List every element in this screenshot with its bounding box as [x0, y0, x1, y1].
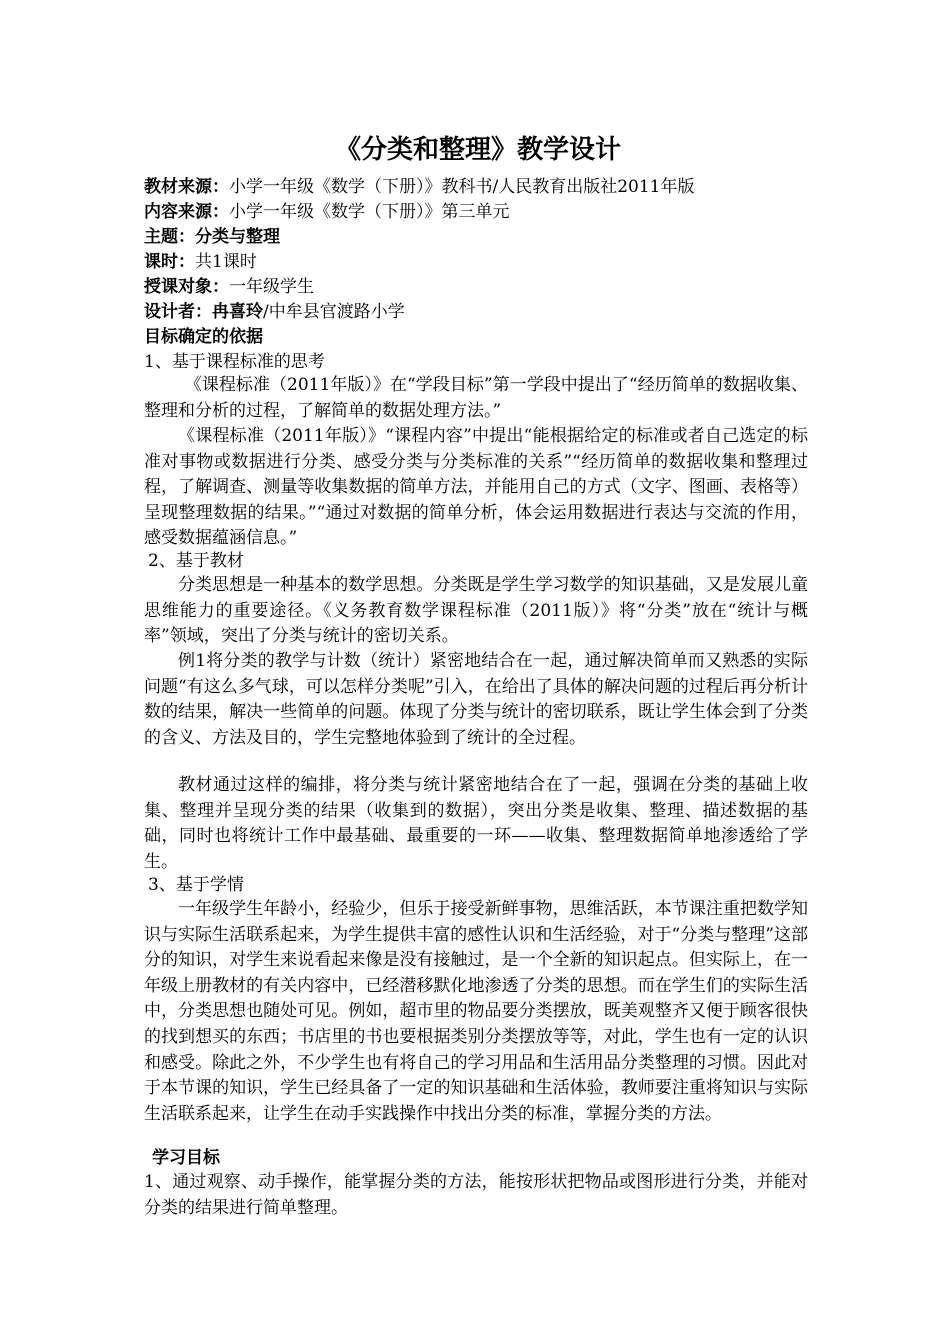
section-heading-goals: 学习目标 — [152, 1148, 220, 1168]
section-heading-basis: 目标确定的依据 — [144, 327, 263, 347]
subheading-textbook: 2、基于教材 — [148, 551, 244, 571]
subheading-learners: 3、基于学情 — [148, 875, 244, 895]
paragraph-goal-1: 1、通过观察、动手操作，能掌握分类的方法，能按形状把物品或图形进行分类，并能对分类的结果进行简单整理。 — [144, 1172, 808, 1218]
meta-source-book: 教材来源：小学一年级《数学（下册）》教科书/人民教育出版社2011年版 — [144, 177, 695, 197]
paragraph-curriculum-2: 《课程标准（2011年版）》“课程内容”中提出“能根据给定的标准或者自己选定的标准对事物或数据进行分类、感受分类与分类标准的关系”“经历简单的数据收集和整理过程，了解调查、测量等收集数据的简单方法，并能用自己的方式（文字、图画、表格等）呈现整理数据的结果。”“通过对数据的简单分析，体会运用数据进行表达与交流的作用，感受数据蕴涵信息。” — [144, 426, 808, 549]
paragraph-textbook-2: 例1将分类的教学与计数（统计）紧密地结合在一起，通过解决简单而又熟悉的实际问题“有这么多气球，可以怎样分类呢”引入，在给出了具体的解决问题的过程后再分析计数的结果，解决一些简单的问题。体现了分类与统计的密切联系，既让学生体会到了分类的含义、方法及目的，学生完整地体验到了统计的全过程。 — [144, 651, 808, 748]
paragraph-textbook-3: 教材通过这样的编排，将分类与统计紧密地结合在了一起，强调在分类的基础上收集、整理并呈现分类的结果（收集到的数据），突出分类是收集、整理、描述数据的基础，同时也将统计工作中最基础、最重要的一环——收集、整理数据简单地渗透给了学生。 — [144, 775, 808, 872]
meta-class-hours: 课时：共1课时 — [144, 252, 257, 272]
meta-audience: 授课对象：一年级学生 — [144, 277, 314, 297]
paragraph-curriculum-1: 《课程标准（2011年版）》在“学段目标”第一学段中提出了“经历简单的数据收集、整理和分析的过程，了解简单的数据处理方法。” — [144, 375, 808, 421]
meta-designer: 设计者：冉喜玲/中牟县官渡路小学 — [144, 302, 405, 322]
subheading-curriculum: 1、基于课程标准的思考 — [144, 352, 325, 372]
meta-source-content: 内容来源：小学一年级《数学（下册）》第三单元 — [144, 202, 510, 222]
paragraph-textbook-1: 分类思想是一种基本的数学思想。分类既是学生学习数学的知识基础，又是发展儿童思维能力的重要途径。《义务教育数学课程标准（2011版）》将“分类”放在“统计与概率”领域，突出了分类与统计的密切关系。 — [144, 575, 808, 647]
meta-topic: 主题：分类与整理 — [144, 227, 280, 247]
paragraph-learners: 一年级学生年龄小，经验少，但乐于接受新鲜事物，思维活跃，本节课注重把数学知识与实际生活联系起来，为学生提供丰富的感性认识和生活经验，对于“分类与整理”这部分的知识，对学生来说看起来像是没有接触过，是一个全新的知识起点。但实际上，在一年级上册教材的有关内容中，已经潜移默化地渗透了分类的思想。而在学生们的实际生活中，分类思想也随处可见。例如，超市里的物品要分类摆放，既美观整齐又便于顾客很快的找到想买的东西；书店里的书也要根据类别分类摆放等等，对此，学生也有一定的认识和感受。除此之外，不少学生也有将自己的学习用品和生活用品分类整理的习惯。因此对于本节课的知识，学生已经具备了一定的知识基础和生活体验，教师要注重将知识与实际生活联系起来，让学生在动手实践操作中找出分类的标准，掌握分类的方法。 — [144, 899, 808, 1124]
document-title: 《分类和整理》教学设计 — [334, 135, 621, 165]
